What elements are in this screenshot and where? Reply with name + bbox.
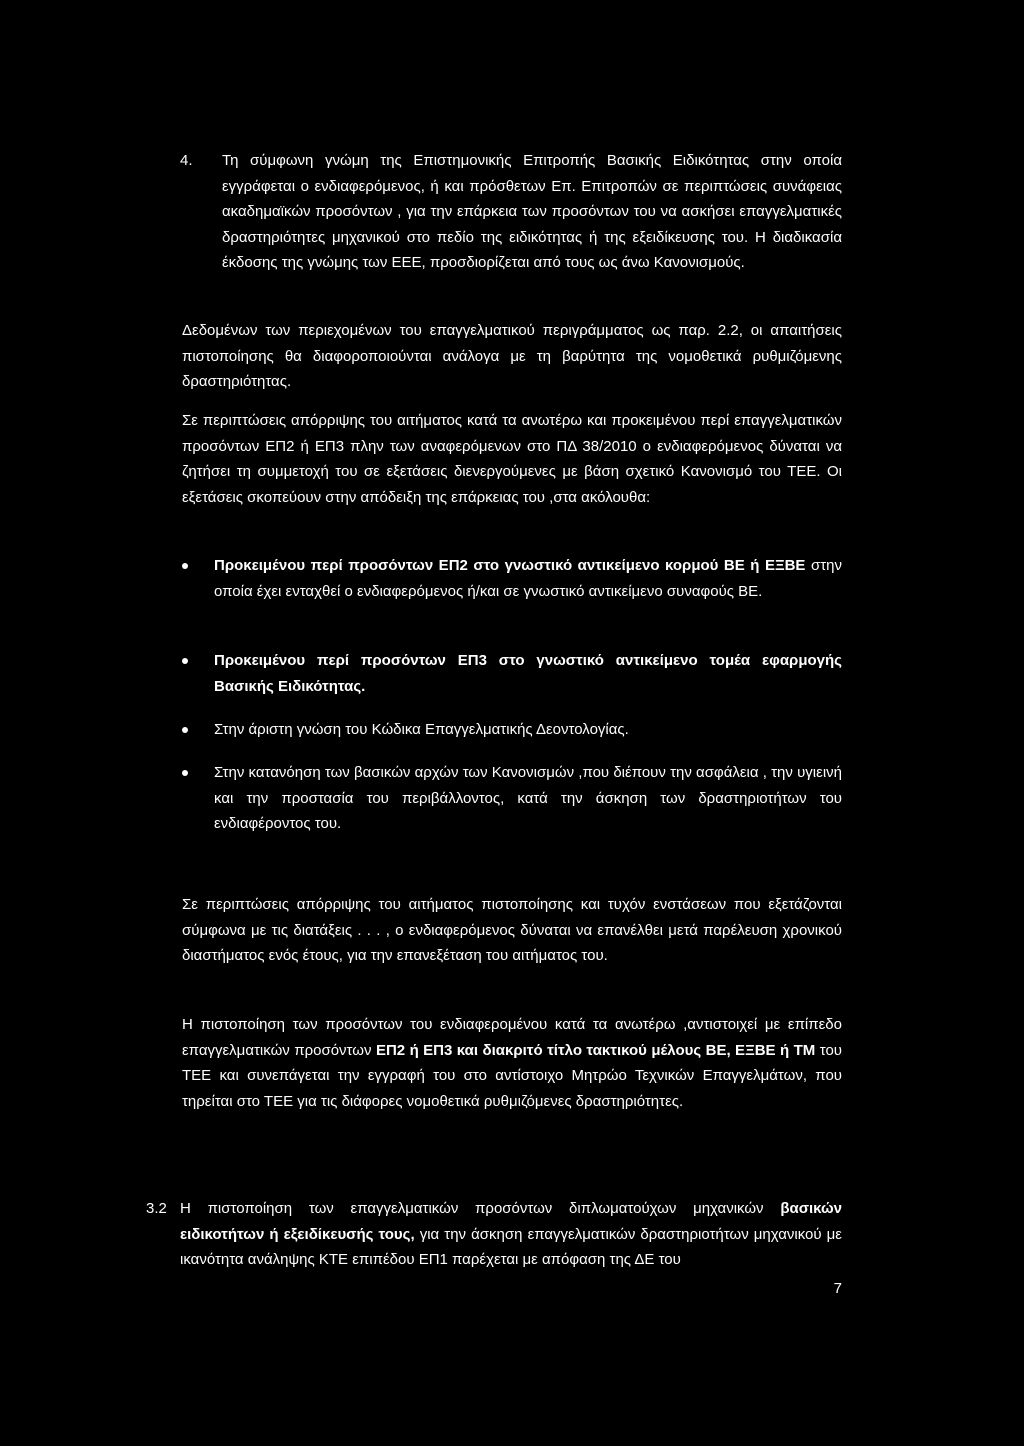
bullet-item-safety-regulations — [182, 760, 842, 837]
bullet-dot — [182, 770, 188, 776]
bullet-text — [214, 760, 842, 837]
bullet-item-ep3 — [182, 648, 842, 699]
bullet-text — [214, 717, 842, 743]
section-text-part: για την άσκηση επαγγελματικών δραστηριοτήτων μηχανικού με ικανότητα ανάληψης ΚΤΕ επιπέδου ΕΠ1 παρέχεται με απόφαση της ΔΕ του — [180, 1225, 842, 1268]
bullet-dot — [182, 563, 188, 569]
para-text: Η πιστοποίηση των προσόντων του ενδιαφερομένου κατά τα ανωτέρω ,αντιστοιχεί με επίπεδο επαγγελματικών προσόντων — [182, 1016, 842, 1059]
item-number: 4. — [180, 152, 193, 169]
bullet-normal-text: Στην άριστη γνώση του Κώδικα Επαγγελματικής Δεοντολογίας. — [214, 721, 629, 738]
numbered-item-4 — [182, 148, 842, 276]
bullet-item-ep2 — [182, 553, 842, 604]
bullet-item-ethics-code — [182, 717, 842, 743]
bullet-normal-text: Στην κατανόηση των βασικών αρχών των Κανονισμών ,που διέπουν την ασφάλεια , την υγιεινή και την προστασία του περιβάλλοντος, κατά την άσκηση των δραστηριοτήτων του ενδιαφέροντος του. — [214, 764, 842, 832]
paragraph-reapplication: Σε περιπτώσεις απόρριψης του αιτήματος πιστοποίησης και τυχόν ενστάσεων που εξετάζονται σύμφωνα με τις διατάξεις . . . , ο ενδιαφερόμενος δύναται να επανέλθει μετά παρέλευση χρονικού διαστήματος ενός έτους, για την επανεξέταση του αιτήματος του. — [182, 896, 842, 964]
paragraph-certification-requirements: Δεδομένων των περιεχομένων του επαγγελματικού περιγράμματος ως παρ. 2.2, οι απαιτήσεις πιστοποίησης θα διαφοροποιούνται ανάλογα με τη βαρύτητα της νομοθετικά ρυθμιζόμενης δραστηριότητας. — [182, 322, 842, 390]
bullet-dot — [182, 727, 188, 733]
section-3-2 — [146, 1196, 842, 1273]
bullet-normal-text: στην οποία έχει ενταχθεί ο ενδιαφερόμενος ή/και σε γνωστικό αντικείμενο συναφούς ΒΕ. — [214, 557, 842, 600]
para-bold-text: ΕΠ2 ή ΕΠ3 και διακριτό τίτλο τακτικού μέλους ΒΕ, ΕΞΒΕ ή ΤΜ — [375, 1041, 816, 1059]
section-text — [180, 1196, 842, 1273]
bullet-bold-text: Προκειμένου περί προσόντων ΕΠ2 στο γνωστικό αντικείμενο κορμού ΒΕ ή ΕΞΒΕ — [214, 557, 806, 574]
section-number: 3.2 — [146, 1200, 167, 1217]
paragraph-rejection-exams: Σε περιπτώσεις απόρριψης του αιτήματος κατά τα ανωτέρω και προκειμένου περί επαγγελματικών προσόντων ΕΠ2 ή ΕΠ3 πλην των αναφερόμενων στο ΠΔ 38/2010 ο ενδιαφερόμενος δύναται να ζητήσει τη συμμετοχή του σε εξετάσεις διενεργούμενες με βάση σχετικό Κανονισμό του ΤΕΕ. Οι εξετάσεις σκοπεύουν στην απόδειξη της επάρκειας του ,στα ακόλουθα: — [182, 412, 842, 506]
bullet-bold-text: Προκειμένου περί προσόντων ΕΠ3 στο γνωστικό αντικείμενο τομέα εφαρμογής Βασικής Ειδικότητας. — [214, 652, 842, 695]
page-number: 7 — [833, 1280, 842, 1297]
section-bold-text: βασικών ειδικοτήτων ή εξειδίκευσής τους, — [180, 1200, 842, 1243]
bullet-text — [214, 553, 842, 604]
item-text: Τη σύμφωνη γνώμη της Επιστημονικής Επιτροπής Βασικής Ειδικότητας στην οποία εγγράφεται ο ενδιαφερόμενος, ή και πρόσθετων Επ. Επιτροπών σε περιπτώσεις συνάφειας ακαδημαϊκών προσόντων , για την επάρκεια των προσόντων του να ασκήσει επαγγελματικές δραστηριότητες μηχανικού στο πεδίο της ειδικότητας ή της εξειδίκευσης του. Η διαδικασία έκδοσης της γνώμης των ΕΕΕ, προσδιορίζεται από τους ως άνω Κανονισμούς. — [222, 152, 842, 271]
paragraph-certification-equivalence — [182, 1012, 842, 1114]
bullet-text — [214, 648, 842, 699]
para-text: του ΤΕΕ και συνεπάγεται την εγγραφή του στο αντίστοιχο Μητρώο Τεχνικών Επαγγελμάτων, που τηρείται στο ΤΕΕ για τις διάφορες νομοθετικά ρυθμιζόμενες δραστηριότητες. — [182, 1041, 842, 1110]
section-text-part: Η πιστοποίηση των επαγγελματικών προσόντων διπλωματούχων μηχανικών — [180, 1200, 781, 1217]
bullet-dot — [182, 658, 188, 664]
